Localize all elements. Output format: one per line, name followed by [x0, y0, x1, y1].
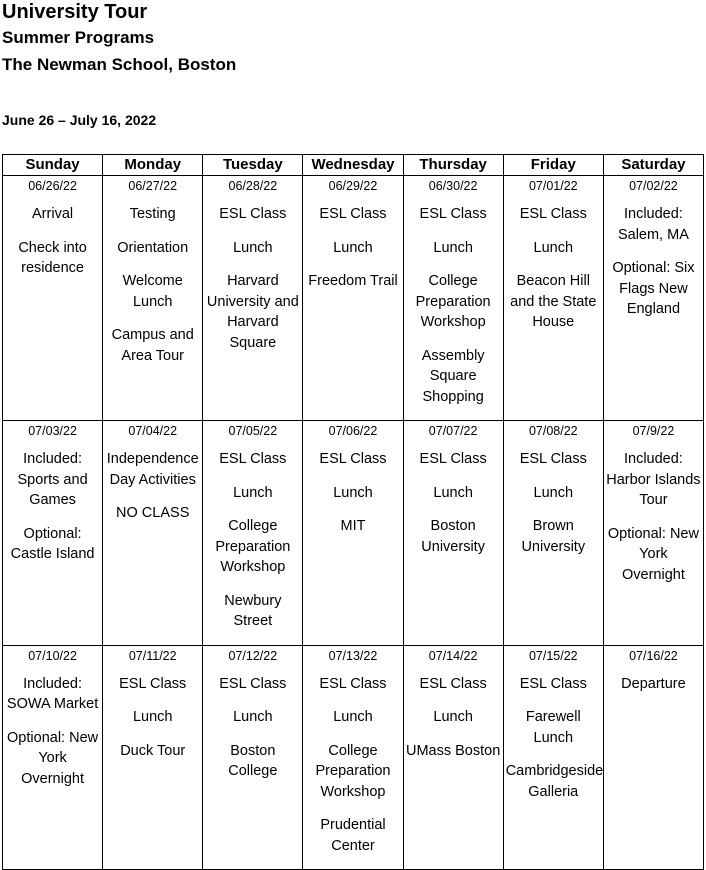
activity-item: Lunch	[433, 239, 473, 256]
activity-item: Optional: New York Overnight	[607, 525, 699, 583]
weekday-header: Tuesday	[203, 155, 303, 176]
activity-item: Freedom Trail	[308, 273, 398, 289]
activity-item: ESL Class	[519, 206, 587, 222]
activity-item: Departure	[621, 675, 686, 692]
activity-item: MIT	[340, 518, 366, 534]
activity-item: Independence Day Activities	[106, 451, 199, 488]
day-cell	[303, 645, 403, 870]
activity-item: Duck Tour	[120, 742, 186, 759]
day-cell	[403, 421, 503, 646]
activity-item: Welcome Lunch	[122, 273, 183, 310]
day-date: 07/15/22	[528, 648, 578, 663]
day-cell	[403, 645, 503, 870]
day-cell	[103, 421, 203, 646]
day-date: 07/07/22	[428, 424, 478, 438]
activity-item: Testing	[129, 206, 176, 222]
weekday-header: Thursday	[403, 155, 503, 176]
day-date: 07/14/22	[428, 648, 478, 663]
activity-item: Farewell Lunch	[525, 709, 581, 746]
day-cell	[203, 421, 303, 646]
day-date: 07/05/22	[228, 424, 278, 438]
document-subtitle: Summer Programs	[2, 28, 155, 47]
activity-item: Brown University	[521, 518, 586, 555]
activity-item: Boston University	[421, 518, 485, 555]
activity-item: College Preparation Workshop	[315, 742, 391, 800]
activity-item: Optional: Castle Island	[10, 525, 95, 562]
day-cell	[603, 176, 703, 421]
activity-item: ESL Class	[519, 675, 587, 692]
activity-item: Harvard University and Harvard Square	[206, 273, 299, 351]
activity-item: Lunch	[333, 709, 373, 725]
program-dates: June 26 – July 16, 2022	[2, 112, 157, 128]
weekday-header-row	[3, 155, 704, 176]
activity-item: Lunch	[333, 239, 373, 256]
activity-item: Included: Harbor Islands Tour	[606, 451, 701, 508]
school-name: The Newman School, Boston	[2, 55, 237, 74]
weekday-header: Friday	[503, 155, 603, 176]
activity-item: Optional: Six Flags New England	[612, 260, 695, 317]
activity-item: Lunch	[433, 484, 473, 501]
day-date: 07/04/22	[128, 424, 178, 438]
day-date: 07/01/22	[528, 179, 578, 193]
activity-item: Lunch	[233, 709, 273, 725]
day-cell	[3, 421, 103, 646]
activity-item: Lunch	[533, 239, 574, 256]
day-cell	[303, 421, 403, 646]
weekday-header: Saturday	[603, 155, 703, 176]
activity-item: Included: Sports and Games	[17, 451, 88, 508]
activity-item: ESL Class	[219, 675, 287, 692]
day-date: 06/28/22	[228, 179, 278, 193]
activity-item: ESL Class	[119, 675, 187, 692]
day-date: 07/08/22	[528, 424, 578, 438]
activity-item: Cambridgeside Galleria	[505, 763, 604, 800]
activity-item: Assembly Square Shopping	[421, 347, 485, 405]
activity-item: ESL Class	[319, 206, 387, 222]
day-date: 07/06/22	[328, 424, 378, 438]
week-row	[3, 645, 704, 870]
day-date: 06/26/22	[28, 179, 77, 193]
calendar-table	[2, 154, 704, 870]
day-date: 06/27/22	[128, 179, 178, 193]
day-cell	[603, 421, 703, 646]
activity-item: Campus and Area Tour	[111, 327, 194, 364]
day-cell	[3, 176, 103, 421]
activity-item: Boston College	[228, 742, 278, 779]
activity-item: Optional: New York Overnight	[7, 729, 99, 787]
activity-item: Orientation	[117, 239, 189, 256]
day-date: 06/30/22	[428, 179, 478, 193]
activity-item: Newbury Street	[224, 592, 282, 629]
activity-item: ESL Class	[519, 451, 587, 467]
activity-item: ESL Class	[419, 675, 487, 692]
day-cell	[503, 176, 603, 421]
activity-item: ESL Class	[319, 451, 387, 467]
activity-item: Lunch	[533, 484, 574, 501]
weekday-header: Monday	[103, 155, 203, 176]
day-cell	[103, 645, 203, 870]
activity-item: College Preparation Workshop	[215, 518, 291, 575]
activity-item: ESL Class	[419, 451, 487, 467]
day-date: 07/13/22	[328, 648, 378, 663]
week-row	[3, 176, 704, 421]
document-header	[2, 0, 236, 78]
activity-item: ESL Class	[219, 451, 287, 467]
activity-item: Lunch	[233, 484, 273, 501]
day-cell	[103, 176, 203, 421]
day-date: 07/11/22	[128, 648, 177, 663]
activity-item: College Preparation Workshop	[415, 273, 491, 330]
day-date: 07/9/22	[632, 424, 675, 438]
document-title: University Tour	[2, 1, 148, 23]
day-cell	[303, 176, 403, 421]
activity-item: ESL Class	[319, 675, 387, 692]
activity-item: Arrival	[32, 206, 74, 222]
activity-item: Included: Salem, MA	[617, 206, 689, 243]
day-cell	[503, 421, 603, 646]
activity-item: Lunch	[433, 709, 473, 725]
activity-item: UMass Boston	[405, 742, 501, 759]
activity-item: ESL Class	[419, 206, 487, 222]
day-date: 06/29/22	[328, 179, 378, 193]
activity-item: ESL Class	[219, 206, 287, 222]
day-date: 07/02/22	[629, 179, 678, 193]
day-cell	[3, 645, 103, 870]
activity-item: Included: SOWA Market	[6, 675, 99, 712]
activity-item: Prudential Center	[320, 817, 386, 854]
activity-item: Lunch	[132, 709, 173, 725]
weekday-header: Sunday	[3, 155, 103, 176]
day-cell	[403, 176, 503, 421]
day-date: 07/16/22	[629, 648, 678, 663]
activity-item: Lunch	[333, 484, 373, 501]
activity-item: Lunch	[233, 239, 273, 256]
weekday-header: Wednesday	[303, 155, 403, 176]
day-date: 07/03/22	[28, 424, 77, 438]
day-date: 07/10/22	[28, 648, 77, 663]
day-cell	[203, 645, 303, 870]
activity-item: Check into residence	[18, 239, 87, 276]
day-cell	[203, 176, 303, 421]
day-cell	[603, 645, 703, 870]
activity-item: NO CLASS	[116, 505, 190, 521]
day-date: 07/12/22	[228, 648, 278, 663]
day-cell	[503, 645, 603, 870]
week-row	[3, 421, 704, 646]
activity-item: Beacon Hill and the State House	[510, 273, 597, 330]
